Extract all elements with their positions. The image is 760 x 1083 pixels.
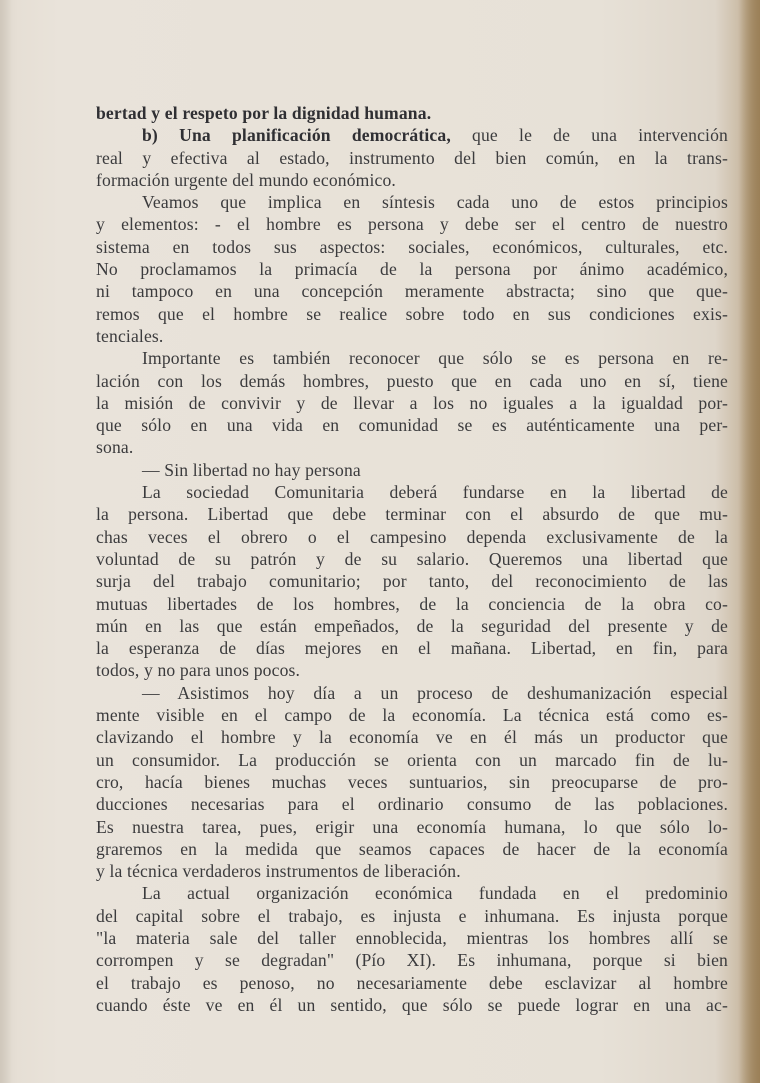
text-line: La actual organización económica fundada en el predominio [142,883,728,904]
text-line: chas veces el obrero o el campesino dependa exclusivamente de la [96,526,728,547]
text-line: cuando éste ve en él un sentido, que sólo se puede lograr en una ac- [96,994,728,1015]
text-line: todos, y no para unos pocos. [96,660,301,681]
text-line: que sólo en una vida en comunidad se es auténticamente una per- [96,415,728,436]
text-line: Es nuestra tarea, pues, erigir una economía humana, lo que sólo lo- [96,816,728,837]
text-line: mún en las que están empeñados, de la seguridad del presente y de [96,615,728,636]
text-line: la esperanza de días mejores en el mañana. Libertad, en fin, para [96,638,728,659]
text-line: del capital sobre el trabajo, es injusta e inhumana. Es injusta porque [96,905,728,926]
text-line: y elementos: - el hombre es persona y debe ser el centro de nuestro [96,214,728,235]
body-text [96,102,728,1016]
text-line: graremos en la medida que seamos capaces de hacer de la economía [96,838,728,859]
text-line: el trabajo es penoso, no necesariamente debe esclavizar al hombre [96,972,728,993]
text-line: La sociedad Comunitaria deberá fundarse en la libertad de [142,482,728,503]
text-line: corrompen y se degradan" (Pío XI). Es inhumana, porque si bien [96,950,728,971]
section-heading: — Sin libertad no hay persona [142,459,361,480]
text-line: mutuas libertades de los hombres, de la conciencia de la obra co- [96,593,728,614]
bold-heading: bertad y el respeto por la dignidad humana. [96,103,432,123]
text-line: "la materia sale del taller ennoblecida, mientras los hombres allí se [96,927,728,948]
text-line: surja del trabajo comunitario; por tanto, del reconocimiento de las [96,571,728,592]
text-line: cro, hacía bienes muchas veces suntuarios, sin preocuparse de pro- [96,771,728,792]
text-line: Importante es también reconocer que sólo se es persona en re- [142,348,728,369]
text-line: tenciales. [96,325,164,346]
text-line: lación con los demás hombres, puesto que en cada uno en sí, tiene [96,370,728,391]
text-line: No proclamamos la primacía de la persona por ánimo académico, [96,259,728,280]
text-line: remos que el hombre se realice sobre todo en sus condiciones exis- [96,303,728,324]
text-line: sona. [96,437,134,458]
text-line [96,124,728,146]
text-line: clavizando el hombre y la economía ve en él más un productor que [96,727,728,748]
text-line: voluntad de su patrón y de su salario. Queremos una libertad que [96,548,728,569]
text-line: ducciones necesarias para el ordinario consumo de las poblaciones. [96,794,728,815]
text-line [96,102,728,124]
text-line: ni tampoco en una concepción meramente abstracta; sino que que- [96,281,728,302]
text-line: la persona. Libertad que debe terminar con el absurdo de que mu- [96,504,728,525]
bold-heading: b) Una planificación democrática, [142,125,451,146]
text-line: — Asistimos hoy día a un proceso de deshumanización especial [142,682,728,703]
text-line: sistema en todos sus aspectos: sociales, económicos, culturales, etc. [96,236,728,257]
text-line: mente visible en el campo de la economía. La técnica está como es- [96,705,728,726]
text-line: la misión de convivir y de llevar a los no iguales a la igualdad por- [96,392,728,413]
line-text: que le de una intervención [450,125,728,146]
text-line: formación urgente del mundo económico. [96,169,396,190]
text-line: y la técnica verdaderos instrumentos de liberación. [96,861,461,882]
text-line: un consumidor. La producción se orienta con un marcado fin de lu- [96,749,728,770]
text-line: real y efectiva al estado, instrumento del bien común, en la trans- [96,147,728,168]
text-line: Veamos que implica en síntesis cada uno de estos principios [142,192,728,213]
